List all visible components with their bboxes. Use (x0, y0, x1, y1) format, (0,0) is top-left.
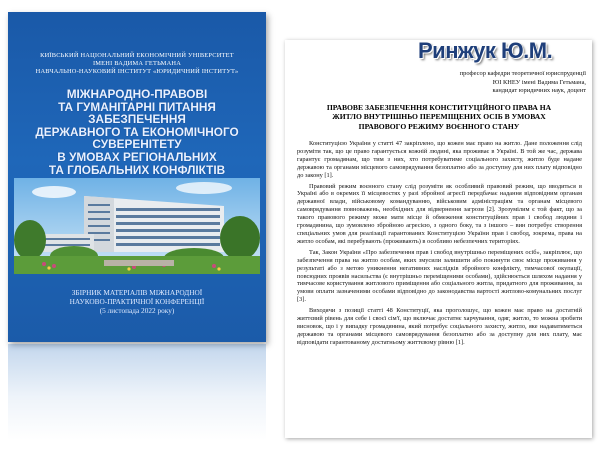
cover-institution-line: ІМЕНІ ВАДИМА ГЕТЬМАНА (92, 60, 182, 68)
cover-title-line: ДЕРЖАВНОГО ТА ЕКОНОМІЧНОГО (35, 124, 239, 139)
author-affiliation (460, 70, 586, 96)
article-paragraph: Правовий режим воєнного стану слід розуміти як особливий правовий режим, що вводиться в Україні або в окремих її місцевостях у разі збройної агресії передбачає надання відповідним органам державної влади, військовому командуванню, військовим адміністраціям та органам місцевого самоврядування повноважень, необхідних для відвернення загрози [2]. Зрозумілим є той факт, що за такого правового режиму може мати місце й обмеження конституційних прав і свобод людини і громадянина, що зумовлено збройною агресією, з одного боку, та з іншого – вин потребує створення спеціальних умов для реалізації гарантованих Конституцією України прав і свобод, зокрема, права на житло особам, які перебувають (проживають) в особливо небезпечних територіях. (297, 182, 582, 245)
affiliation-line: професор кафедри теоретичної юриспруденції (459, 70, 586, 77)
article-title (300, 103, 578, 131)
article-paragraph: Так, Закон України «Про забезпечення прав і свобод внутрішньо переміщених осіб», закріплює, що забезпечення права на житло особам, яких змусили залишити або покинути своє місце проживання у результаті або з метою уникнення негативних наслідків збройного конфлікту, тимчасової окупації, повсюдних проявів насильства (є внутрішньо переміщеними особами), здійснюється шляхом надання у тимчасове користування житлового приміщення або соціального житла, придатного для проживання, за умови оплати зазначеними особами відповідно до законодавства вартості житлово-комунальних послуг [3]. (297, 248, 582, 304)
cover-title-line: В УМОВАХ РЕГІОНАЛЬНИХ (57, 149, 217, 164)
cover-photo-university-building (14, 178, 260, 274)
cover-subtitle-line: ЗБІРНИК МАТЕРІАЛІВ МІЖНАРОДНОЇ (71, 288, 203, 297)
cover-title-line: МІЖНАРОДНО-ПРАВОВІ (66, 87, 208, 101)
article-paragraph: Виходячи з позиції статті 48 Конституції, яка проголошує, що кожен має право на достатній життєвий рівень для себе і своєї сім'ї, що включає достатнє харчування, одяг, житло, то можна зробити висновок, що і у випадку громадянина, який потребує соціального захисту, житло, яке надаватиметься державою та органами місцевого самоврядування безоплатно або за доступну для них плату, має відповідати гарантованому достатньому життєвому рівню [1]. (297, 307, 582, 346)
cover-title (16, 88, 258, 176)
cover-title-line: СУВЕРЕНІТЕТУ (92, 137, 182, 152)
article-title-line: ПРАВОВЕ ЗАБЕЗПЕЧЕННЯ КОНСТИТУЦІЙНОГО ПРАВА НА (326, 103, 552, 112)
cover-institution-line: НАВЧАЛЬНО-НАУКОВИЙ ІНСТИТУТ «ЮРИДИЧНИЙ ІНСТИТУТ» (35, 68, 239, 76)
cover-reflection (8, 344, 266, 440)
affiliation-line: кандидат юридичних наук, доцент (492, 87, 586, 95)
book-cover (8, 12, 266, 342)
cover-title-line: ТА ГЛОБАЛЬНИХ КОНФЛІКТІВ (48, 162, 226, 177)
cover-subtitle-line: (5 листопада 2022 року) (99, 306, 175, 315)
cover-title-line: ТА ГУМАНІТАРНІ ПИТАННЯ (58, 99, 216, 114)
article-title-line: ЖИТЛО ВНУТРІШНЬО ПЕРЕМІЩЕНИХ ОСІБ В УМОВАХ (332, 112, 546, 122)
article-paragraph: Конституцією України у статті 47 закріплено, що кожен має право на житло. Дане положення слід розуміти так, що це право гарантується кожній людині, яка проживає в Україні. В той же час, держава гарантує громадянам, що тим з них, хто потребуватиме соціального захисту, житло буде надане державою та органами місцевого самоврядування безоплатно або за доступну для них плату відповідно до закону [1]. (297, 140, 582, 179)
cover-subtitle-line: НАУКОВО-ПРАКТИЧНОЇ КОНФЕРЕНЦІЇ (69, 297, 205, 306)
affiliation-line: ЮІ КНЕУ імені Вадима Гетьмана, (492, 78, 586, 86)
author-name: Ринжук Ю.М. (418, 38, 553, 63)
cover-subtitle (14, 288, 260, 315)
article-title-line: ПРАВОВОГО РЕЖИМУ ВОЄННОГО СТАНУ (358, 121, 520, 131)
cover-institution (14, 52, 260, 77)
building-illustration (14, 178, 260, 274)
cover-institution-line: КИЇВСЬКИЙ НАЦІОНАЛЬНИЙ ЕКОНОМІЧНИЙ УНІВЕРСИТЕТ (40, 52, 234, 59)
article-body (297, 140, 582, 350)
cover-title-line: ЗАБЕЗПЕЧЕННЯ (88, 112, 186, 127)
